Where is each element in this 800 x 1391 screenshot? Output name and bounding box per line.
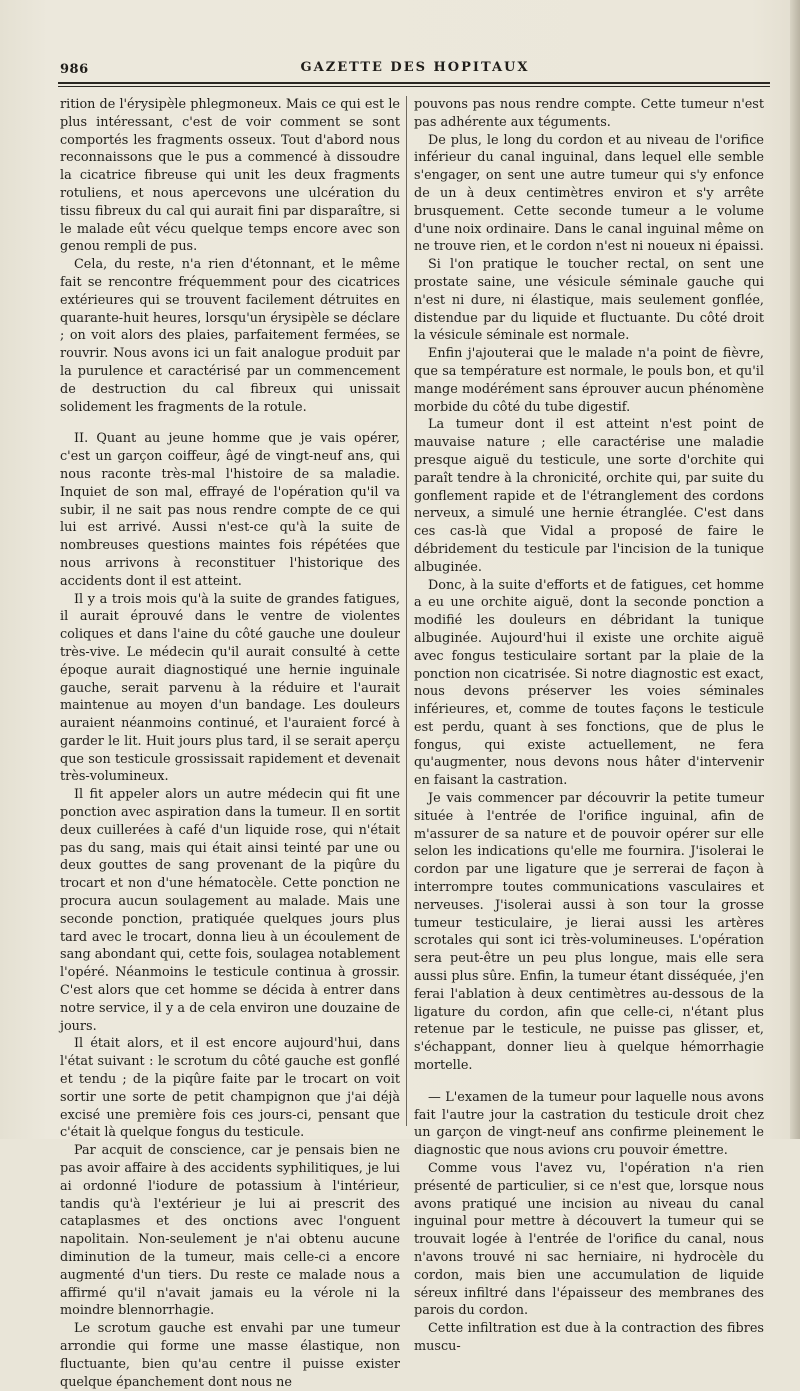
paragraph: Il y a trois mois qu'à la suite de grandes fatigues, il aurait éprouvé dans le ventre de violentes coliques et dans l'aine du côté gauche une douleur très-vive. Le médecin qu'il aurait consulté à cette époque aurait diagnostiqué une hernie inguinale gauche, serait parvenu à la réduire et l'aurait maintenue au moyen d'un bandage. Les douleurs auraient néanmoins continué, et l'auraient forcé à garder le lit. Huit jours plus tard, il se serait aperçu que son testicule grossissait rapidement et devenait très-volumineux.	[60, 591, 400, 785]
paragraph: Il était alors, et il est encore aujourd'hui, dans l'état suivant : le scrotum du côté gauche est gonflé et tendu ; de la piqûre faite par le trocart on voit sortir une sorte de petit champignon que j'ai déjà excisé une première fois ces jours-ci, pensant que c'était là quelque fongus du testicule.	[60, 1036, 400, 1141]
paragraph: Je vais commencer par découvrir la petite tumeur située à l'entrée de l'orifice inguinal, afin de m'assurer de sa nature et de pouvoir opérer sur elle selon les indications qu'elle me fournira. J'isolerai le cordon par une ligature que je serrerai de façon à interrompre toutes communications vasculaires et nerveuses. J'isolerai aussi à son tour la grosse tumeur testiculaire, je lierai aussi les artères scrotales qui sont ici très-volumineuses. L'opération sera peut-être un peu plus longue, mais elle sera aussi plus sûre. Enfin, la tumeur étant disséquée, j'en ferai l'ablation à deux centimètres au-dessous de la ligature du cordon, afin que celle-ci, n'étant plus retenue par le testicule, ne puisse pas glisser, et, s'échappant, donner lieu à quelque hémorrhagie mortelle.	[414, 791, 764, 1074]
paragraph: Par acquit de conscience, car je pensais bien ne pas avoir affaire à des accidents syphilitiques, je lui ai ordonné l'iodure de potassium à l'intérieur, tandis qu'à l'extérieur je lui ai prescrit des cataplasmes et des onctions avec l'onguent napolitain. Non-seulement je n'ai obtenu aucune diminution de la tumeur, mais celle-ci a encore augmenté d'un tiers. Du reste ce malade nous a affirmé qu'il n'avait jamais eu la vérole ni la moindre blennorrhagie.	[60, 1143, 400, 1319]
paragraph: Si l'on pratique le toucher rectal, on sent une prostate saine, une vésicule séminale gauche qui n'est ni dure, ni élastique, mais seulement gonflée, distendue par du liquide et fluctuante. Du côté droit la vésicule séminale est normale.	[414, 257, 764, 344]
paragraph: Comme vous l'avez vu, l'opération n'a rien présenté de particulier, si ce n'est que, lorsque nous avons pratiqué une incision au niveau du canal inguinal pour mettre à découvert la tumeur qui se trouvait logée à l'entrée de l'orifice du canal, nous n'avons trouvé ni sac herniaire, ni hydrocèle du cordon, mais bien une accumulation de liquide séreux infiltré dans l'épaisseur des membranes des parois du cordon.	[414, 1161, 764, 1319]
paragraph: II. Quant au jeune homme que je vais opérer, c'est un garçon coiffeur, âgé de vingt-neuf ans, qui nous raconte très-mal l'histoire de sa maladie. Inquiet de son mal, effrayé de l'opération qu'il va subir, il ne sait pas nous rendre compte de ce qui lui est arrivé. Aussi n'est-ce qu'à la suite de nombreuses questions maintes fois répétées que nous arrivons à reconstituer l'historique des accidents dont il est atteint.	[60, 431, 400, 589]
header-rule-thick	[58, 82, 770, 84]
journal-title: GAZETTE DES HOPITAUX	[300, 60, 530, 75]
paragraph: Cela, du reste, n'a rien d'étonnant, et le même fait se rencontre fréquemment pour des cicatrices extérieures qui se trouvent facilement détruites en quarante-huit heures, lorsqu'un érysipèle se déclare ; on voit alors des plaies, parfaitement fermées, se rouvrir. Nous avons ici un fait analogue produit par la purulence et caractérisé par un commencement de destruction du cal fibreux qui unissait solidement les fragments de la rotule.	[60, 257, 400, 415]
column-divider	[406, 96, 407, 1126]
page-binding-edge	[790, 0, 800, 1139]
right-column	[414, 96, 764, 1356]
page-number: 986	[60, 62, 89, 77]
paragraph: Enfin j'ajouterai que le malade n'a point de fièvre, que sa température est normale, le pouls bon, et qu'il mange modérément sans éprouver aucun phénomène morbide du côté du tube digestif.	[414, 346, 764, 415]
paragraph: La tumeur dont il est atteint n'est point de mauvaise nature ; elle caractérise une maladie presque aiguë du testicule, une sorte d'orchite qui paraît tendre à la chronicité, orchite qui, par suite du gonflement rapide et de l'étranglement des cordons nerveux, a simulé une hernie étranglée. C'est dans ces cas-là que Vidal a proposé de faire le débridement du testicule par l'incision de la tunique albuginée.	[414, 417, 764, 575]
page-header	[60, 58, 770, 80]
paragraph: Le scrotum gauche est envahi par une tumeur arrondie qui forme une masse élastique, non fluctuante, bien qu'au centre il puisse exister quelque épanchement dont nous ne	[60, 1321, 400, 1390]
paragraph: Il fit appeler alors un autre médecin qui fit une ponction avec aspiration dans la tumeur. Il en sortit deux cuillerées à café d'un liquide rose, qui n'était pas du sang, mais qui était ainsi teinté par une ou deux gouttes de sang provenant de la piqûre du trocart et non d'une hématocèle. Cette ponction ne procura aucun soulagement au malade. Mais une seconde ponction, pratiquée quelques jours plus tard avec le trocart, donna lieu à un écoulement de sang abondant qui, cette fois, soulagea notablement l'opéré. Néanmoins le testicule continua à grossir. C'est alors que cet homme se décida à entrer dans notre service, il y a de cela environ une douzaine de jours.	[60, 787, 400, 1034]
paragraph: De plus, le long du cordon et au niveau de l'orifice inférieur du canal inguinal, dans lequel elle semble s'engager, on sent une autre tumeur qui s'y enfonce de un à deux centimètres environ et s'y arrête brusquement. Cette seconde tumeur a le volume d'une noix ordinaire. Dans le canal inguinal même on ne trouve rien, et le cordon n'est ni noueux ni épaissi.	[414, 132, 764, 255]
header-rule-thin	[58, 86, 770, 87]
left-column	[60, 96, 400, 1391]
paragraph: Donc, à la suite d'efforts et de fatigues, cet homme a eu une orchite aiguë, dont la seconde ponction a modifié les douleurs en débridant la tunique albuginée. Aujourd'hui il existe une orchite aiguë avec fongus testiculaire sortant par la plaie de la ponction non cicatrisée. Si notre diagnostic est exact, nous devons préserver les voies séminales inférieures, et, comme de toutes façons le testicule est perdu, quant à ses fonctions, que de plus le fongus, qui existe actuellement, ne fera qu'augmenter, nous devons nous hâter d'intervenir en faisant la castration.	[414, 577, 764, 789]
paragraph: rition de l'érysipèle phlegmoneux. Mais ce qui est le plus intéressant, c'est de voir comment se sont comportés les fragments osseux. Tout d'abord nous reconnaissons que le pus a commencé à dissoudre la cicatrice fibreuse qui unit les deux fragments rotuliens, et nous apercevons une ulcération du tissu fibreux du cal qui aurait fini par disparaître, si le malade eût vécu quelque temps encore avec son genou rempli de pus.	[60, 97, 400, 255]
paragraph: — L'examen de la tumeur pour laquelle nous avons fait l'autre jour la castration du testicule droit chez un garçon de vingt-neuf ans confirme pleinement le diagnostic que nous avions cru pouvoir émettre.	[414, 1089, 764, 1159]
paragraph: Cette infiltration est due à la contraction des fibres muscu-	[414, 1321, 764, 1354]
paragraph: pouvons pas nous rendre compte. Cette tumeur n'est pas adhérente aux téguments.	[414, 97, 764, 130]
